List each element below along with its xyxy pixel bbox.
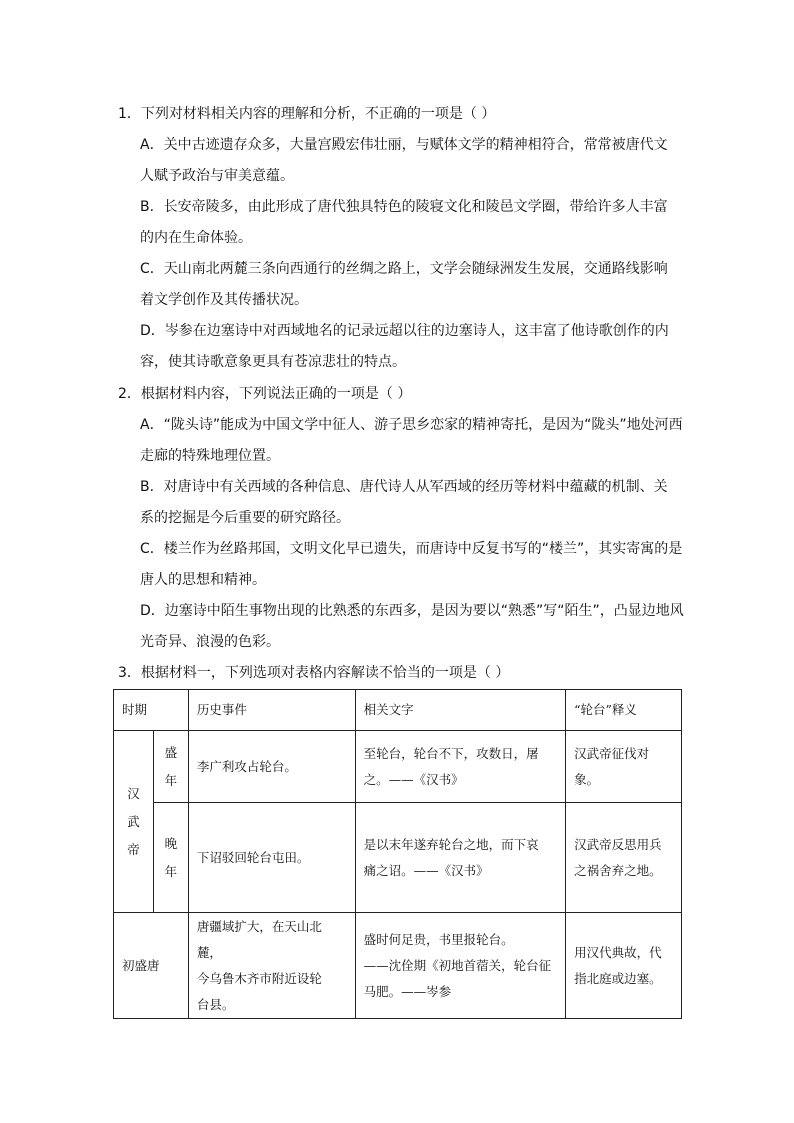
subperiod-early-char-2: 年 [164, 772, 178, 788]
row2-text-line-2: 痛之诏。——《汉书》 [363, 862, 489, 878]
q1-stem: 1．下列对材料相关内容的理解和分析，不正确的一项是（ ） [118, 106, 496, 122]
q2-option-a-cont: 走廊的特殊地理位置。 [140, 448, 280, 464]
q1-option-b-cont: 的内在生命体验。 [140, 230, 252, 246]
row1-event: 李广利攻占轮台。 [188, 731, 355, 803]
row2-event: 下诏驳回轮台屯田。 [188, 803, 355, 913]
row1-text-line-2: 之。——《汉书》 [363, 771, 464, 787]
q3-stem: 3．根据材料一，下列选项对表格内容解读不恰当的一项是（ ） [118, 665, 510, 681]
row3-event-line-3: 台县。 [196, 996, 235, 1012]
subperiod-late-char-1: 晚 [164, 835, 178, 851]
row3-text-line-2: ——沈佺期《初地首蓿关，轮台征 [363, 957, 552, 973]
subperiod-early-char-1: 盛 [164, 744, 178, 760]
table-row [114, 731, 682, 803]
row3-meaning-line-1: 用汉代典故，代 [574, 944, 662, 960]
table-header-row [114, 690, 682, 731]
q1-option-b: B．长安帝陵多，由此形成了唐代独具特色的陵寝文化和陵邑文学圈，带给许多人丰富 [140, 199, 668, 215]
row2-text [355, 803, 566, 913]
row2-text-line-1: 是以末年遂弃轮台之地，而下哀 [363, 836, 539, 852]
header-period: 时期 [114, 690, 189, 731]
q2-option-b: B．对唐诗中有关西域的各种信息、唐代诗人从军西域的经历等材料中蕴藏的机制、关 [140, 479, 668, 495]
row1-text [355, 731, 566, 803]
q1-option-d-cont: 容，使其诗歌意象更具有苍凉悲壮的特点。 [140, 354, 406, 370]
header-event: 历史事件 [188, 690, 355, 731]
q2-option-a: A．“陇头诗”能成为中国文学中征人、游子思乡恋家的精神寄托，是因为“陇头”地处河西 [140, 417, 683, 433]
table-row [114, 913, 682, 1019]
q2-option-d: D．边塞诗中陌生事物出现的比熟悉的东西多，是因为要以“熟悉”写“陌生”，凸显边地风 [140, 603, 684, 619]
q1-option-a-cont: 人赋予政治与审美意蕴。 [140, 168, 294, 184]
q3-table [113, 689, 682, 1019]
row3-period: 初盛唐 [114, 913, 189, 1019]
q1-option-a: A．关中古迹遗存众多，大量宫殿宏伟壮丽，与赋体文学的精神相符合，常常被唐代文 [140, 137, 668, 153]
header-text: 相关文字 [355, 690, 566, 731]
subperiod-late [153, 803, 188, 913]
row3-text-line-3: 马肥。——岑参 [363, 983, 452, 999]
header-meaning: “轮台”释义 [566, 690, 682, 731]
row3-event-line-1: 唐疆域扩大，在天山北麓， [196, 918, 322, 960]
q2-option-d-cont: 光奇异、浪漫的色彩。 [140, 634, 280, 650]
q2-stem: 2．根据材料内容，下列说法正确的一项是（ ） [118, 386, 412, 402]
row3-event [188, 913, 355, 1019]
period-han-char-3: 帝 [127, 841, 140, 857]
q2-option-c: C．楼兰作为丝路邦国，文明文化早已遗失，而唐诗中反复书写的“楼兰”，其实寄寓的是 [140, 541, 683, 557]
subperiod-late-char-2: 年 [164, 863, 178, 879]
period-han-char-2: 武 [127, 813, 140, 829]
row3-meaning-line-2: 指北庭或边塞。 [574, 970, 662, 986]
q2-option-c-cont: 唐人的思想和精神。 [140, 572, 266, 588]
q1-option-d: D．岑参在边塞诗中对西域地名的记录远超以往的边塞诗人，这丰富了他诗歌创作的内 [140, 323, 669, 339]
row3-meaning [566, 913, 682, 1019]
period-han-wudi [114, 731, 154, 913]
row2-meaning-line-2: 之祸舍弃之地。 [574, 862, 662, 878]
row3-event-line-2: 今乌鲁木齐市附近设轮 [196, 970, 322, 986]
row1-text-line-1: 至轮台，轮台不下，攻数日，屠 [363, 745, 539, 761]
period-han-char-1: 汉 [127, 785, 140, 801]
table-row [114, 803, 682, 913]
q1-option-c-cont: 着文学创作及其传播状况。 [140, 292, 308, 308]
row3-text [355, 913, 566, 1019]
row2-meaning [566, 803, 682, 913]
subperiod-early [153, 731, 188, 803]
row1-meaning: 汉武帝征伐对象。 [566, 731, 682, 803]
row2-meaning-line-1: 汉武帝反思用兵 [574, 836, 662, 852]
q1-option-c: C．天山南北两麓三条向西通行的丝绸之路上，文学会随绿洲发生发展，交通路线影响 [140, 261, 668, 277]
q2-option-b-cont: 系的挖掘是今后重要的研究路径。 [140, 510, 350, 526]
row3-text-line-1: 盛时何足贵，书里报轮台。 [363, 931, 514, 947]
